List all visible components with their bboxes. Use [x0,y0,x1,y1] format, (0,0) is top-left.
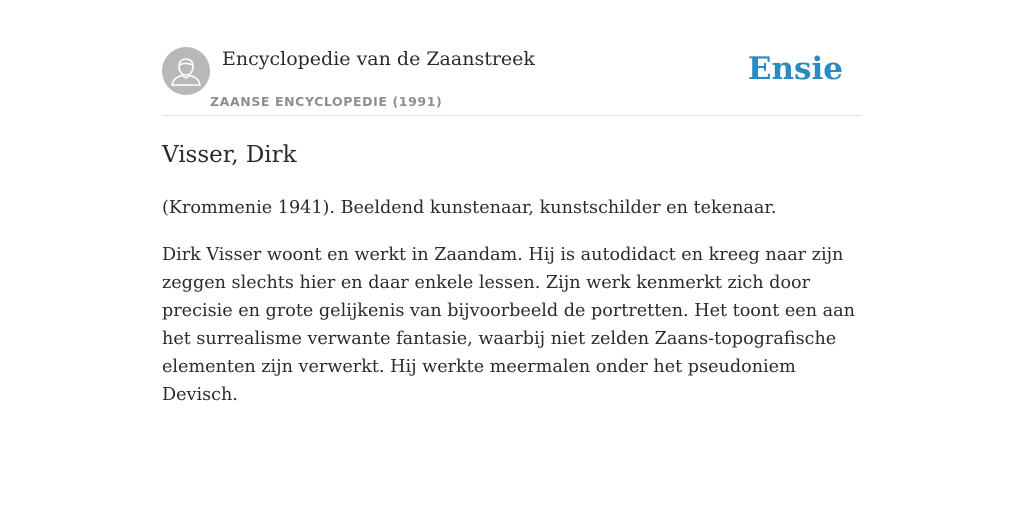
entry-intro: (Krommenie 1941). Beeldend kunstenaar, kunstschilder en tekenaar. [162,198,777,218]
page [162,0,862,409]
source-title[interactable]: Encyclopedie van de Zaanstreek [222,48,535,70]
entry-title: Visser, Dirk [162,142,297,168]
source-header [162,0,862,116]
entry-body [162,194,862,409]
entry-text: Dirk Visser woont en werkt in Zaandam. Hij is autodidact en kreeg naar zijn zeggen slechts hier en daar enkele lessen. Zijn werk kenmerkt zich door precisie en grote gelijkenis van bijvoorbeeld de portretten. Het toont een aan het surrealisme verwante fantasie, waarbij niet zelden Zaans-topografische elementen zijn verwerkt. Hij werkte meermalen onder het pseudoniem Devisch. [162,245,855,405]
user-silhouette-icon [162,47,210,95]
source-subtitle: ZAANSE ENCYCLOPEDIE (1991) [210,94,443,109]
avatar[interactable] [162,47,210,95]
brand-logo[interactable]: Ensie [747,51,843,87]
